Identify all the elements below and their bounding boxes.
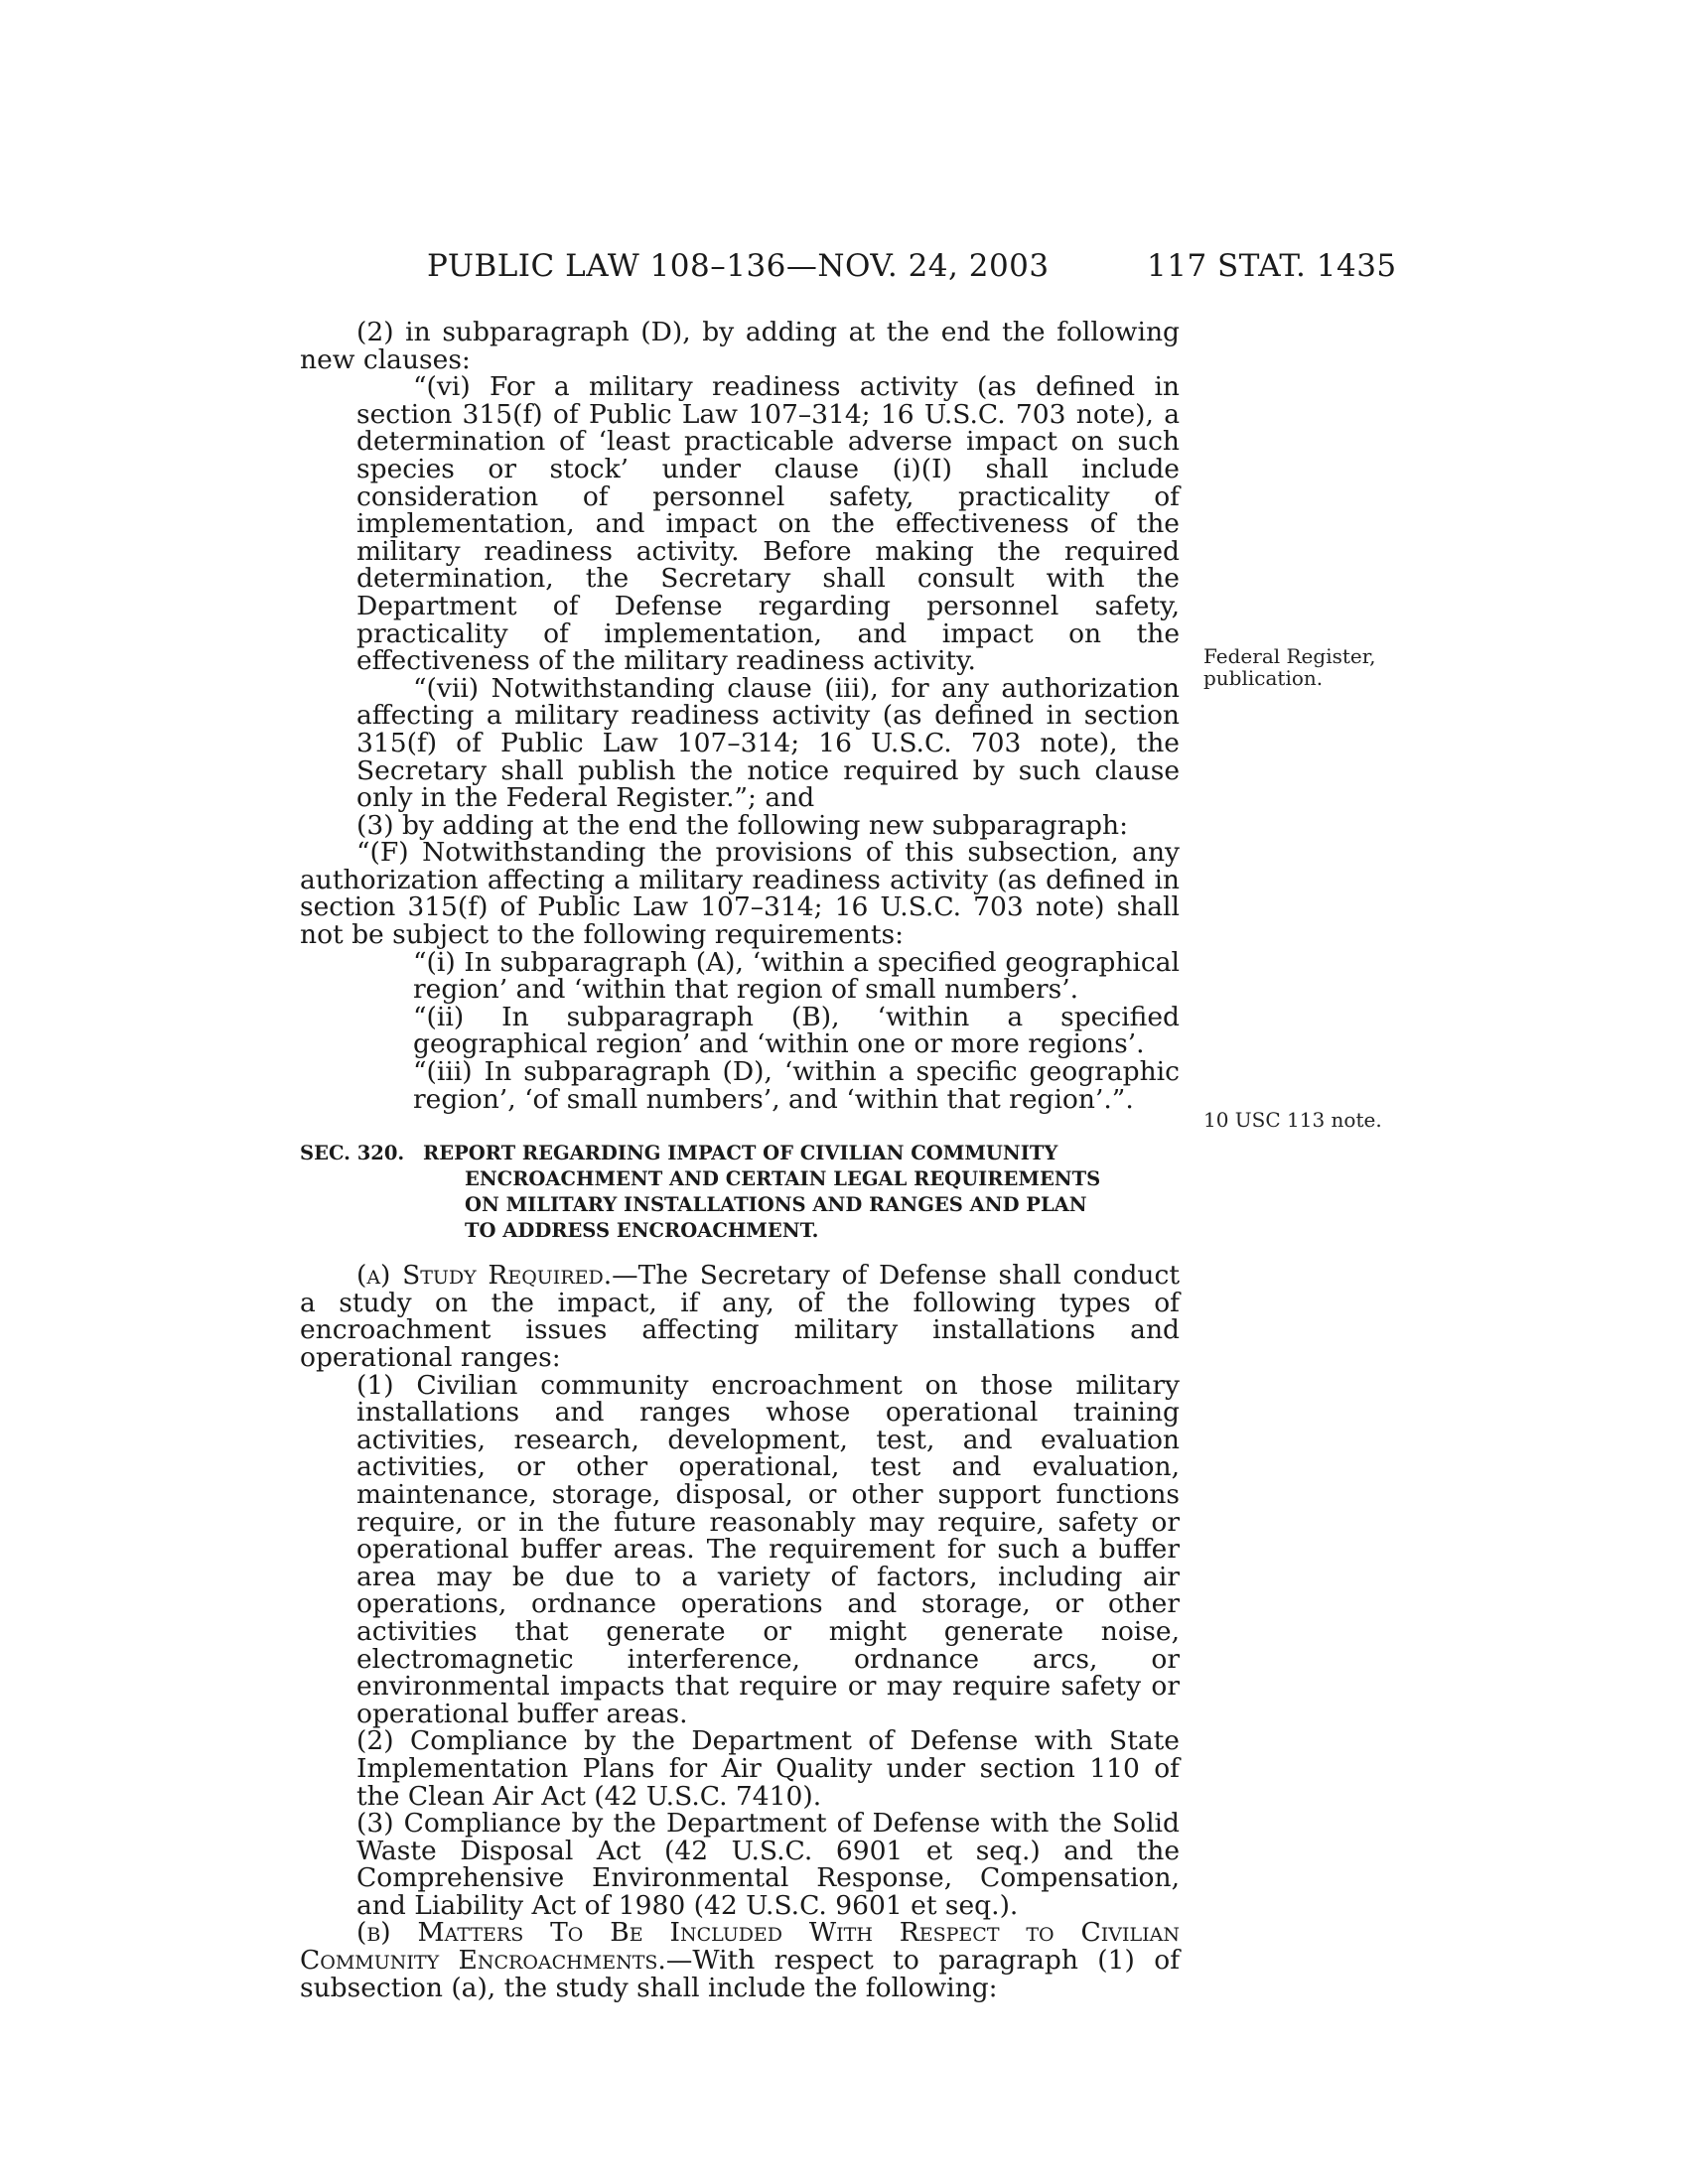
subsection-a-paragraph-1: (1) Civilian community encroachment on those military installations and ranges whose operational training activities, research, development, test, and evaluation activities, or other operational, test and evaluation, maintenance, storage, disposal, or other support functions require, or in the future reasonably may require, safety or operational buffer areas. The requirement for such a buffer area may be due to a variety of factors, including air operations, ordnance operations and storage, or other activities that generate or might generate noise, electromagnetic interference, ordnance arcs, or environmental impacts that require or may require safety or operational buffer areas. [356, 1369, 1180, 1729]
section-title-line: ENCROACHMENT AND CERTAIN LEGAL REQUIREMENTS [465, 1167, 1101, 1191]
subparagraph-F: “(F) Notwithstanding the provisions of this subsection, any authorization affecting a military readiness activity (as defined in section 315(f) of Public Law 107–314; 16 U.S.C. 703 note) shall not be subject to the following requirements: [300, 837, 1180, 951]
subsection-b [300, 1919, 1180, 2001]
subsection-heading: (b) Matters To Be Included With Respect to Civilian Community Encroachments. [300, 1917, 1180, 1977]
margin-note-usc: 10 USC 113 note. [1203, 1108, 1382, 1132]
section-number: SEC. 320. [300, 1142, 405, 1165]
subsection-a [300, 1262, 1180, 1371]
running-header-title: PUBLIC LAW 108–136—NOV. 24, 2003 [427, 248, 1050, 284]
clause-vii: “(vii) Notwithstanding clause (iii), for any authorization affecting a military readiness activity (as defined in section 315(f) of Public Law 107–314; 16 U.S.C. 703 note), the Secretary shall publish the notice required by such clause only in the Federal Register.”; and [356, 672, 1180, 814]
section-heading [300, 1141, 1180, 1244]
section-title-line: TO ADDRESS ENCROACHMENT. [465, 1219, 819, 1243]
paragraph-3: (3) by adding at the end the following new subparagraph: [356, 809, 1129, 841]
section-title-line [300, 1141, 1180, 1166]
subparagraph-F-clause-ii: “(ii) In subparagraph (B), ‘within a specified geographical region’ and ‘within one or more regions’. [413, 1001, 1180, 1060]
subsection-text: —The Secretary of Defense shall conduct a study on the impact, if any, of the following types of encroachment issues affecting military installations and operational ranges: [300, 1260, 1180, 1373]
clause-vi: “(vi) For a military readiness activity (as defined in section 315(f) of Public Law 107–314; 16 U.S.C. 703 note), a determination of ‘least practicable adverse impact on such species or stock’ under clause (i)(I) shall include consideration of personnel safety, practicality of implementation, and impact on the effectiveness of the military readiness activity. Before making the required determination, the Secretary shall consult with the Department of Defense regarding personnel safety, practicality of implementation, and impact on the effectiveness of the military readiness activity. [356, 371, 1180, 677]
margin-note-federal-register [1203, 645, 1375, 689]
subsection-heading: (a) Study Required. [356, 1260, 613, 1292]
subsection-a-paragraph-2: (2) Compliance by the Department of Defense with State Implementation Plans for Air Quality under section 110 of the Clean Air Act (42 U.S.C. 7410). [356, 1725, 1180, 1812]
margin-note-line: Federal Register, [1203, 644, 1376, 668]
subsection-text: —With respect to paragraph (1) of subsection (a), the study shall include the following: [300, 1945, 1180, 2003]
document-body [300, 319, 1180, 2001]
paragraph-2: (2) in subparagraph (D), by adding at the end the following new clauses: [300, 317, 1180, 375]
subsection-a-paragraph-3: (3) Compliance by the Department of Defense with the Solid Waste Disposal Act (42 U.S.C. 6901 et seq.) and the Comprehensive Environmental Response, Compensation, and Liability Act of 1980 (42 U.S.C. 9601 et seq.). [356, 1808, 1180, 1921]
subparagraph-F-clause-iii: “(iii) In subparagraph (D), ‘within a specific geographic region’, ‘of small numbers’, and ‘within that region’.”. [413, 1056, 1180, 1115]
page-citation: 117 STAT. 1435 [1147, 248, 1397, 284]
section-title-text: REPORT REGARDING IMPACT OF CIVILIAN COMMUNITY [423, 1142, 1058, 1165]
margin-note-line: publication. [1203, 666, 1324, 690]
subparagraph-F-clause-i: “(i) In subparagraph (A), ‘within a specified geographical region’ and ‘within that region of small numbers’. [413, 946, 1180, 1006]
section-title-line: ON MILITARY INSTALLATIONS AND RANGES AND PLAN [465, 1193, 1087, 1217]
